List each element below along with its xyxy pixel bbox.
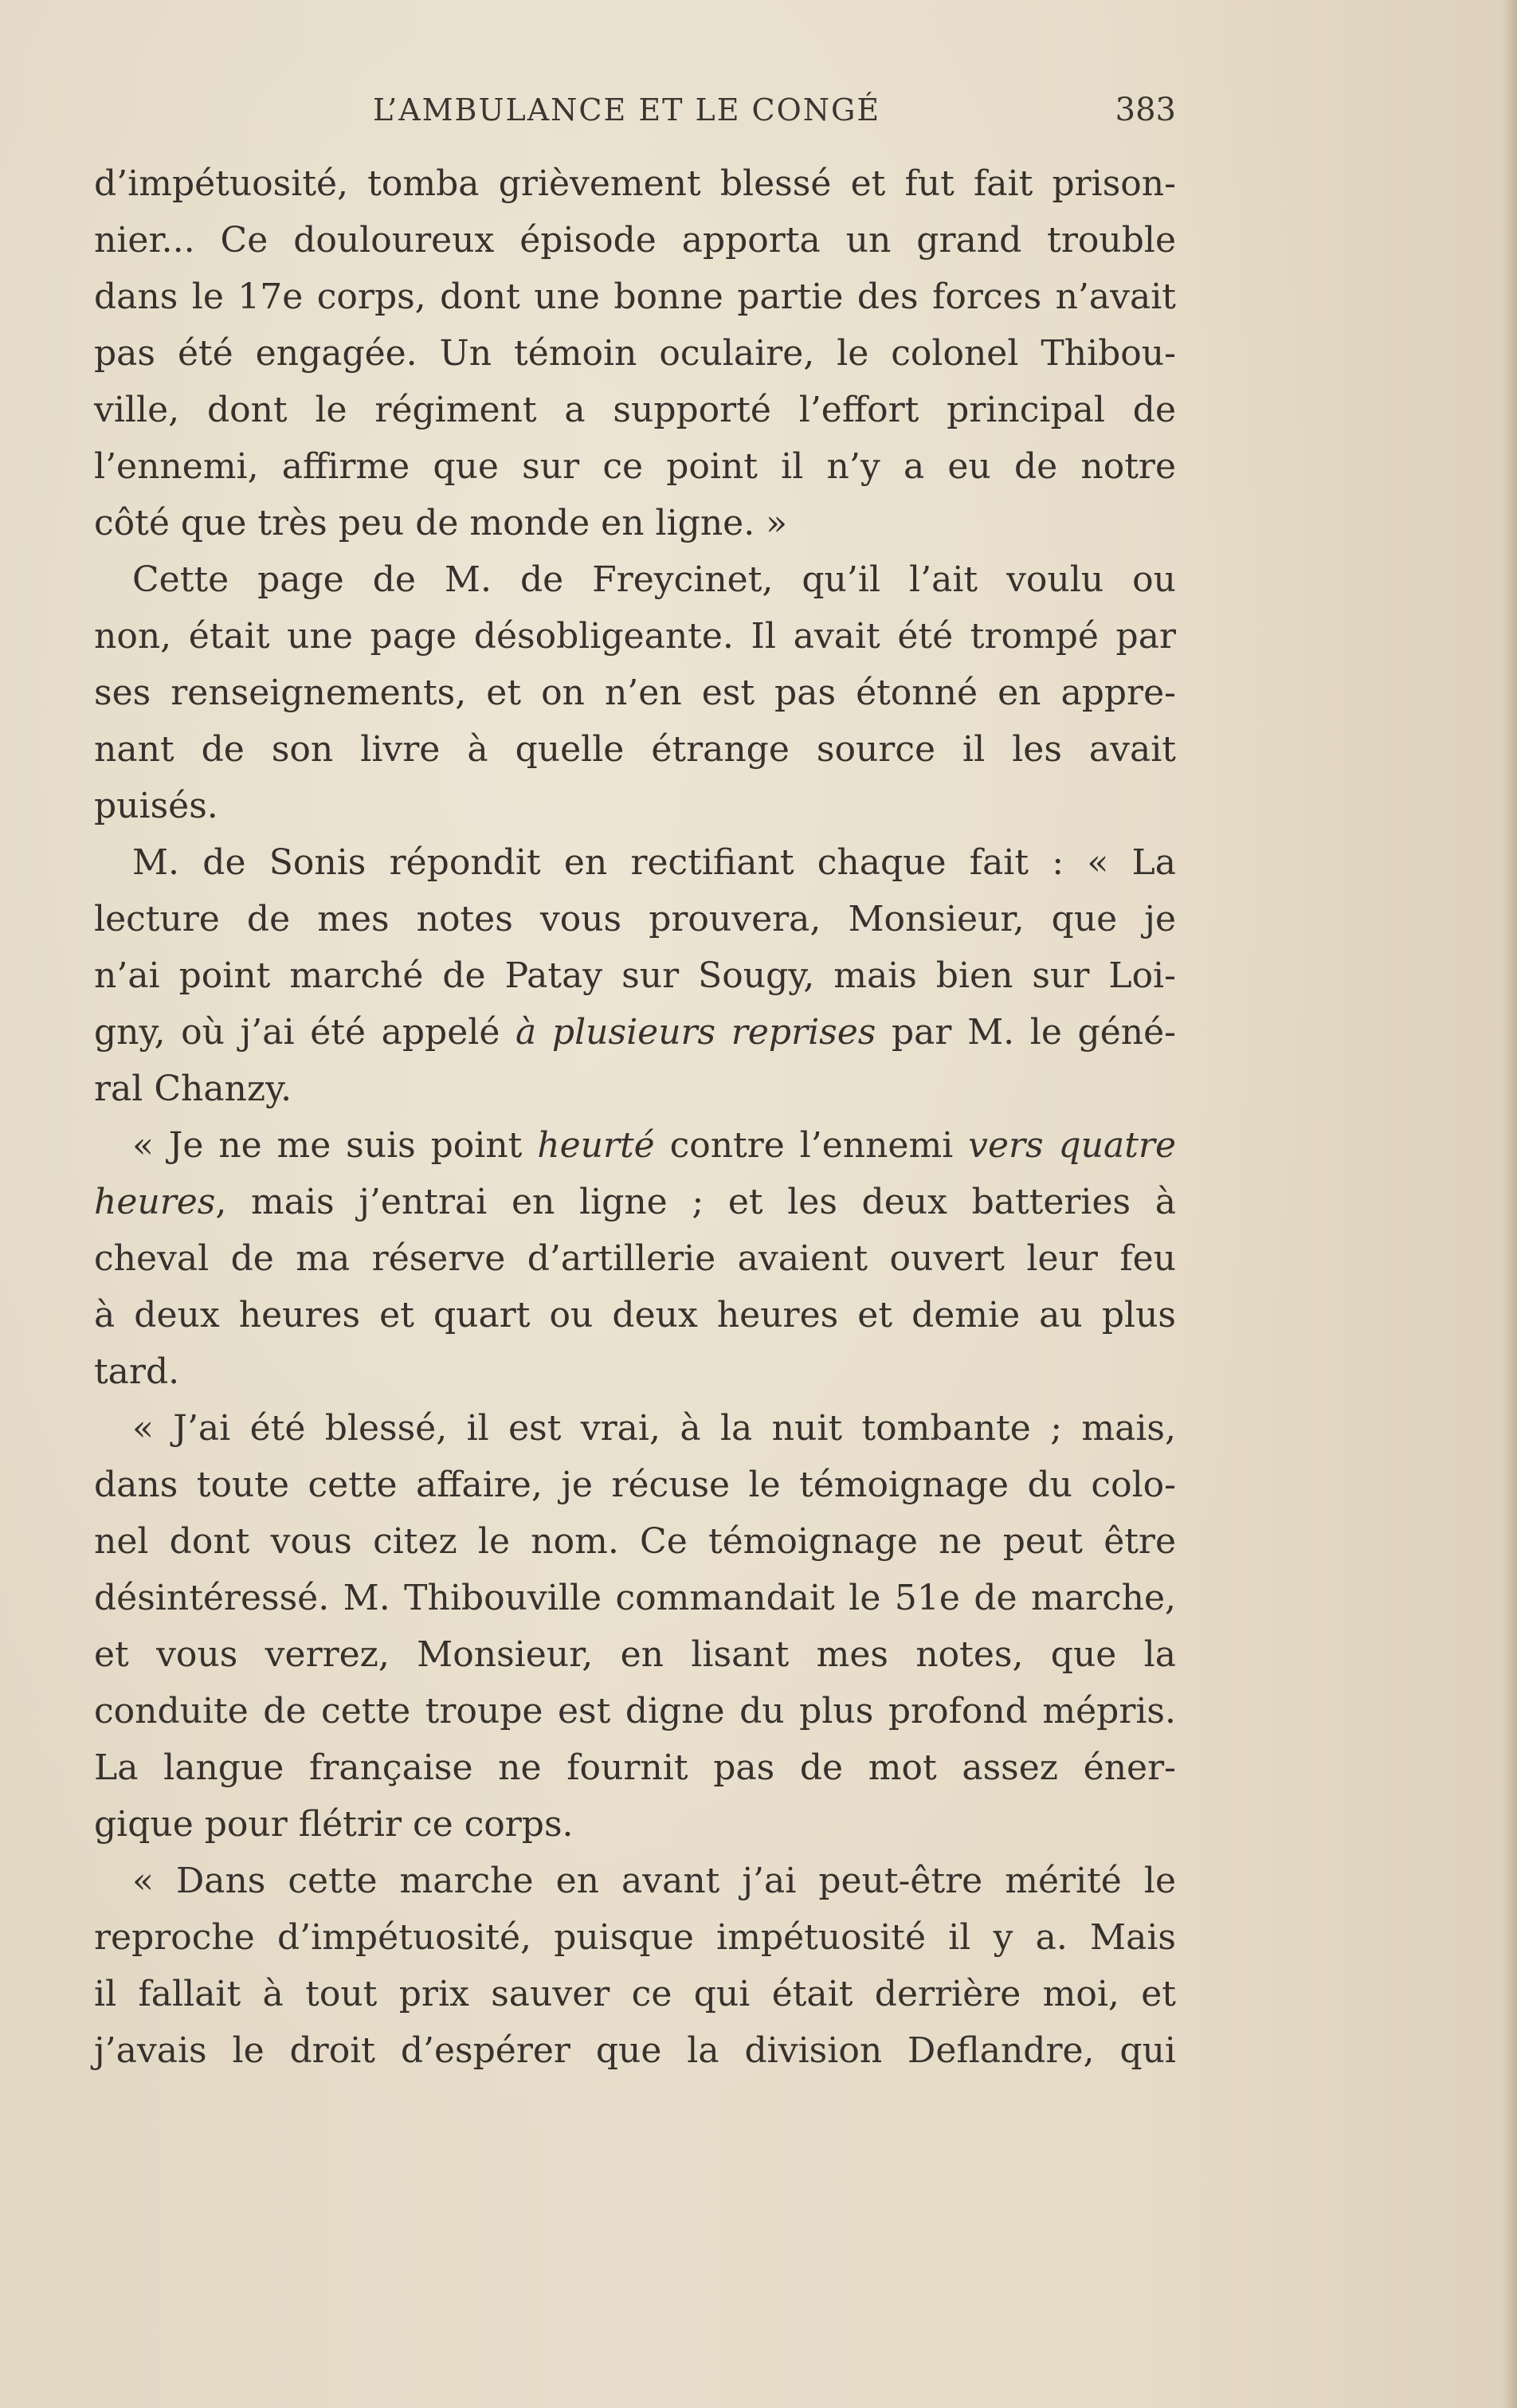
text-line: à deux heures et quart ou deux heures et demie au plus: [94, 1295, 1176, 1335]
running-head: [94, 86, 1176, 134]
text-line: il fallait à tout prix sauver ce qui était derrière moi, et: [94, 1974, 1176, 2014]
text-line: conduite de cette troupe est digne du plus profond mépris.: [94, 1691, 1176, 1731]
text-line: non, était une page désobligeante. Il avait été trompé par: [94, 616, 1176, 657]
text-line: ral Chanzy.: [94, 1069, 292, 1109]
italic-run: à plusieurs reprises: [515, 1012, 876, 1053]
text-line: l’ennemi, affirme que sur ce point il n’y a eu de notre: [94, 446, 1176, 487]
text-run: contre l’ennemi: [654, 1125, 969, 1166]
page-edge-shadow: [1503, 0, 1517, 2408]
text-line: « Dans cette marche en avant j’ai peut-être mérité le: [132, 1861, 1176, 1901]
text-run: , mais j’entrai en ligne ; et les deux batteries à: [215, 1182, 1176, 1222]
text-line: gique pour flétrir ce corps.: [94, 1804, 574, 1845]
text-line: d’impétuosité, tomba grièvement blessé et fut fait prison-: [94, 163, 1176, 204]
text-run: « Je ne me suis point: [132, 1125, 538, 1166]
text-line: [94, 1117, 1176, 1174]
text-line: dans le 17e corps, dont une bonne partie des forces n’avait: [94, 276, 1176, 317]
text-run: par M. le géné-: [876, 1012, 1177, 1053]
text-line: nel dont vous citez le nom. Ce témoignage ne peut être: [94, 1521, 1176, 1562]
text-line: ses renseignements, et on n’en est pas étonné en appre-: [94, 673, 1176, 713]
body-text: [94, 155, 1176, 2079]
text-line: reproche d’impétuosité, puisque impétuosité il y a. Mais: [94, 1917, 1176, 1958]
text-line: puisés.: [94, 786, 218, 826]
text-line: dans toute cette affaire, je récuse le témoignage du colo-: [94, 1465, 1176, 1505]
page-number: 383: [1115, 92, 1176, 128]
text-run: gny, où j’ai été appelé: [94, 1012, 516, 1053]
italic-run: heurté: [537, 1125, 655, 1166]
italic-run: vers quatre: [968, 1125, 1176, 1166]
text-line: et vous verrez, Monsieur, en lisant mes notes, que la: [94, 1634, 1176, 1675]
running-title: L’AMBULANCE ET LE CONGÉ: [373, 92, 881, 127]
text-line: cheval de ma réserve d’artillerie avaient ouvert leur feu: [94, 1238, 1176, 1279]
text-line: nier... Ce douloureux épisode apporta un grand trouble: [94, 220, 1176, 261]
text-line: Cette page de M. de Freycinet, qu’il l’ait voulu ou: [132, 559, 1176, 600]
italic-run: heures: [94, 1182, 216, 1222]
text-line: « J’ai été blessé, il est vrai, à la nuit tombante ; mais,: [132, 1408, 1176, 1449]
text-line: pas été engagée. Un témoin oculaire, le colonel Thibou-: [94, 333, 1176, 374]
text-line: nant de son livre à quelle étrange source il les avait: [94, 729, 1176, 770]
text-line: tard.: [94, 1351, 180, 1392]
text-line: n’ai point marché de Patay sur Sougy, mais bien sur Loi-: [94, 955, 1176, 996]
text-line: ville, dont le régiment a supporté l’effort principal de: [94, 390, 1176, 430]
text-line: La langue française ne fournit pas de mot assez éner-: [94, 1747, 1176, 1788]
text-line: côté que très peu de monde en ligne. »: [94, 503, 788, 543]
text-line: M. de Sonis répondit en rectifiant chaque fait : « La: [132, 842, 1176, 883]
text-line: désintéressé. M. Thibouville commandait le 51e de marche,: [94, 1578, 1176, 1618]
text-line: lecture de mes notes vous prouvera, Monsieur, que je: [94, 899, 1176, 939]
text-line: [94, 1004, 1176, 1061]
text-line: j’avais le droit d’espérer que la division Deflandre, qui: [94, 2030, 1176, 2071]
text-line: [94, 1174, 1176, 1230]
